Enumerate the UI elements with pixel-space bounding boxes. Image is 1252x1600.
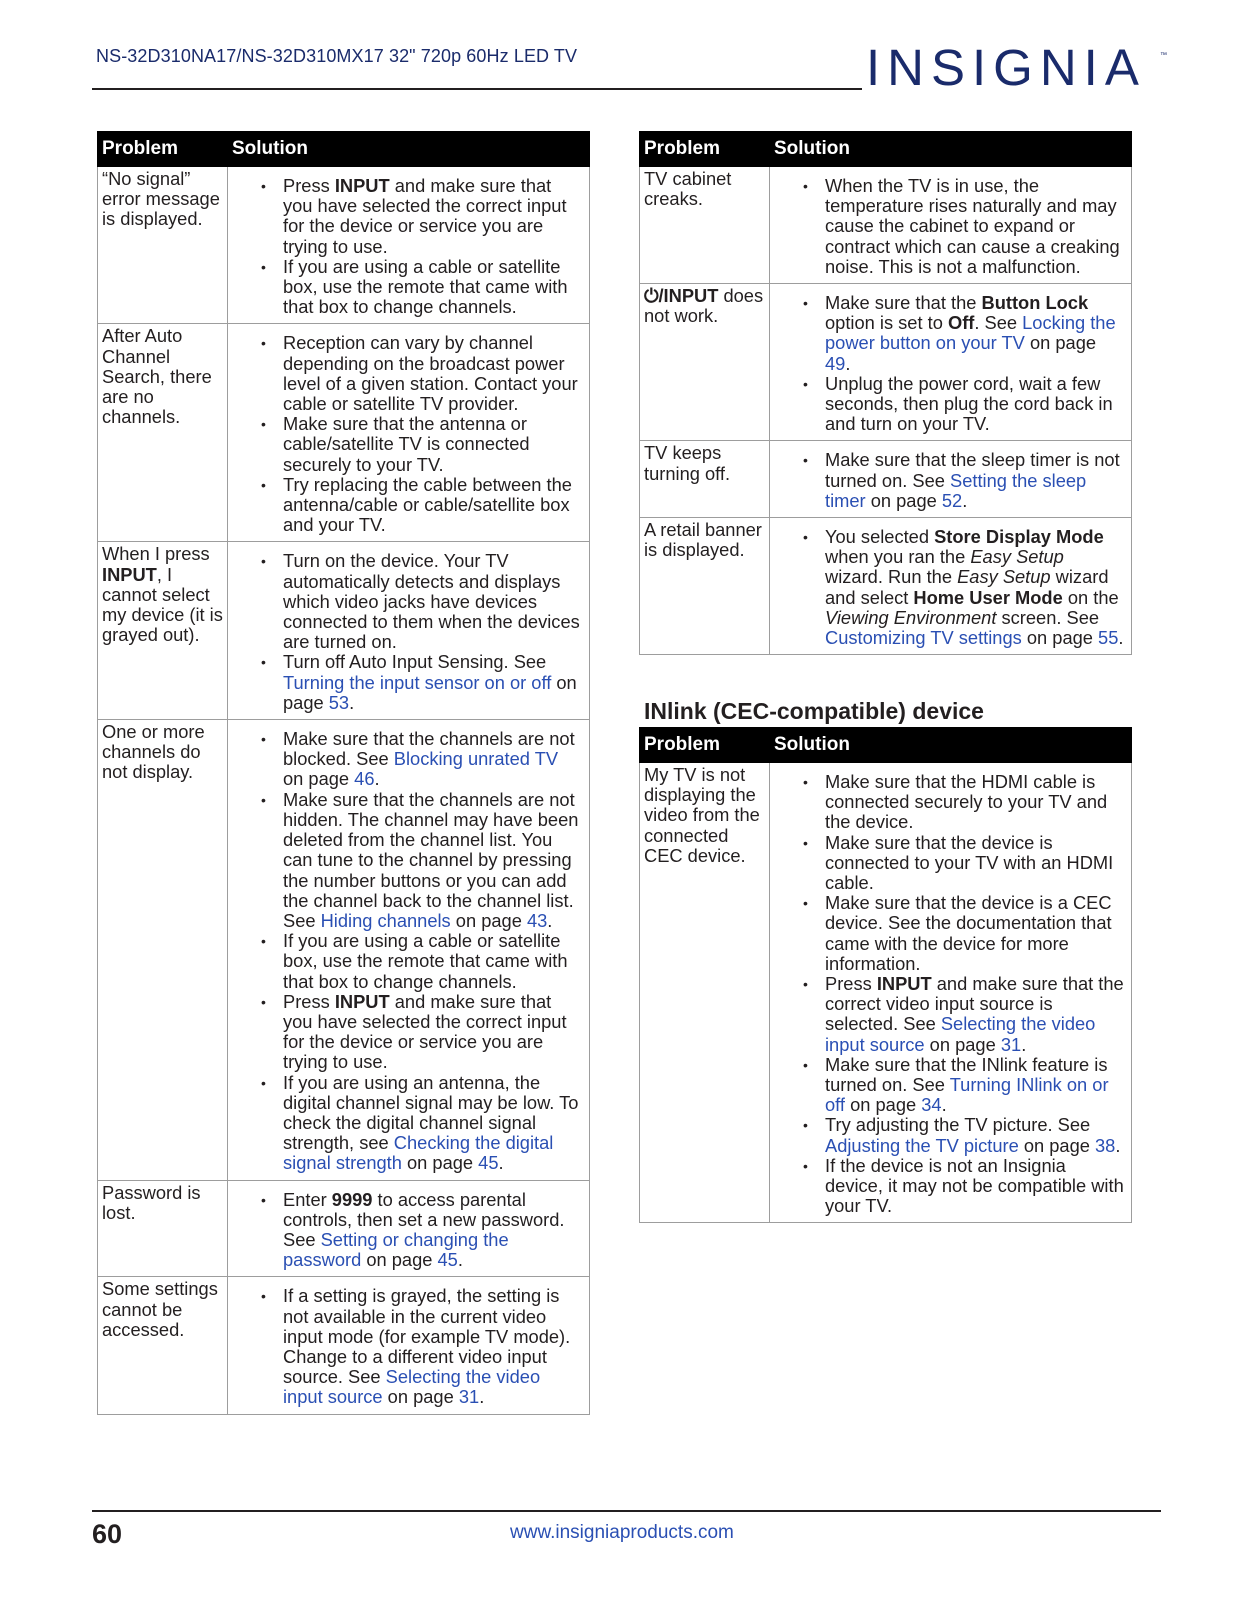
solution-item [774,1115,1125,1155]
solution-cell [228,1180,590,1277]
cross-reference-link[interactable]: 55 [1098,627,1119,649]
text-run: on the [1062,586,1119,608]
solution-list [774,527,1125,648]
solution-column-header: Solution [228,132,590,167]
solution-item [774,974,1125,1055]
text-run: Make sure that the HDMI cable is connected securely to your TV and the device. [825,771,1108,833]
cross-reference-link[interactable]: Locking the power button on your TV [825,312,1116,354]
text-run: does not work. [644,285,764,327]
problem-cell: My TV is not displaying the video from the connected CEC device. [640,763,770,1223]
cross-reference-link[interactable]: Setting or changing the password [283,1228,509,1271]
problem-cell: A retail banner is displayed. [640,518,770,655]
bold-term: Off [947,312,975,334]
text-run: wizard. Run the [825,566,958,588]
text-run: Make sure that the device is connected to your TV with an HDMI cable. [825,831,1114,894]
cross-reference-link[interactable]: 45 [478,1152,499,1174]
text-run: . [962,489,968,511]
problem-cell [640,284,770,441]
table-row [640,284,1132,441]
text-run: Turn off Auto Input Sensing. See [283,651,547,673]
text-run: and make sure that the correct video input source is selected. See [825,973,1124,1035]
solution-cell [228,167,590,324]
text-run: Enter [283,1188,332,1210]
text-run: Make sure that the [825,292,982,314]
text-run: on page [283,671,577,713]
solution-item [774,527,1125,648]
text-run: . [349,691,355,713]
solution-item [232,414,583,475]
solution-item [232,257,583,318]
cross-reference-link[interactable]: Hiding channels [320,909,451,931]
solution-item [232,992,583,1073]
text-run: If you are using a cable or satellite box, use the remote that came with that box to change channels. [283,255,568,318]
cross-reference-link[interactable]: Selecting the video input source [283,1366,541,1408]
text-run: Make sure that the antenna or cable/satellite TV is connected securely to your TV. [283,413,530,475]
solution-list [232,551,583,713]
problem-cell: After Auto Channel Search, there are no channels. [98,324,228,542]
text-run: Press [283,990,335,1012]
solution-item [774,772,1125,833]
text-run: If a setting is grayed, the setting is not available in the current video input mode (for example TV mode). Change to a different video input source. See [283,1285,571,1388]
text-run: . [1021,1033,1027,1055]
text-run: on page [450,909,527,931]
bold-term: INPUT [334,175,390,196]
cross-reference-link[interactable]: 45 [437,1249,458,1271]
cross-reference-link[interactable]: Adjusting the TV picture [825,1134,1019,1156]
solution-item [774,893,1125,974]
text-run: on page [1021,627,1099,649]
text-run: . [1115,1134,1121,1156]
solution-item [232,551,583,652]
bold-term: INPUT [334,990,390,1012]
solution-column-header: Solution [770,728,1132,763]
problem-cell [98,542,228,720]
cross-reference-link[interactable]: Customizing TV settings [825,627,1022,649]
solution-item [232,333,583,414]
solution-column-header: Solution [770,132,1132,167]
solution-item [774,1055,1125,1116]
italic-term: Easy Setup [970,546,1064,568]
table-row [98,542,590,720]
text-run: on page [1018,1134,1096,1156]
text-run: When the TV is in use, the temperature rises naturally and may cause the cabinet to expand or contract which can cause a creaking noise. This is not a malfunction. [825,175,1120,277]
text-run: on page [924,1033,1001,1055]
problem-cell: One or more channels do not display. [98,720,228,1180]
cross-reference-link[interactable]: 38 [1095,1134,1116,1156]
text-run: . See [974,312,1023,334]
solution-list [232,729,583,1173]
italic-term: Viewing Environment [825,606,997,628]
solution-item [774,176,1125,277]
bold-term: ⏻/INPUT [644,285,719,307]
text-run: . [547,909,553,931]
text-run: on page [283,768,355,790]
cross-reference-link[interactable]: 46 [354,768,375,790]
problem-cell: TV keeps turning off. [640,441,770,518]
page-number: 60 [92,1519,123,1549]
logo-trademark: ™ [1160,52,1167,59]
bold-term: INPUT [876,973,932,995]
cross-reference-link[interactable]: 53 [328,691,350,713]
solution-list [774,293,1125,434]
solution-item [232,176,583,257]
text-run: . [845,352,851,374]
text-run: Reception can vary by channel depending on the broadcast power level of a given station. Contact your cable or satellite TV provider. [283,332,578,415]
problem-cell: Some settings cannot be accessed. [98,1277,228,1414]
table-row [640,167,1132,284]
solution-item [774,833,1125,894]
cross-reference-link[interactable]: Blocking unrated TV [393,748,559,770]
problem-column-header: Problem [98,132,228,167]
document-model-title: NS-32D310NA17/NS-32D310MX17 32" 720p 60Hz LED TV [96,46,578,66]
text-run: Try replacing the cable between the antenna/cable or cable/satellite box and your TV. [283,473,572,536]
bold-term: Home User Mode [913,586,1063,608]
text-run: on page [361,1249,438,1271]
cross-reference-link[interactable]: Setting the sleep timer [825,469,1087,511]
website-link[interactable]: www.insigniaproducts.com [510,1522,734,1543]
cross-reference-link[interactable]: 34 [921,1094,942,1116]
table-row [98,1180,590,1277]
table-row [98,167,590,324]
cross-reference-link[interactable]: 43 [526,909,548,931]
solution-cell [770,441,1132,518]
solution-cell [228,720,590,1180]
solution-cell [770,763,1132,1223]
solution-item [232,729,583,790]
insignia-logo: INSIGNIA [866,39,1146,96]
footer-rule [92,1510,1161,1512]
bold-term: Button Lock [981,292,1089,314]
solution-list [232,1190,583,1271]
cross-reference-link[interactable]: 31 [1000,1033,1022,1055]
italic-term: Easy Setup [957,566,1051,588]
text-run: Make sure that the device is a CEC device. See the documentation that came with the device for more information. [825,892,1112,974]
cross-reference-link[interactable]: Turning the input sensor on or off [283,671,552,693]
solution-list [774,176,1125,277]
table-row [98,1277,590,1414]
solution-item [774,374,1125,435]
bold-term: Store Display Mode [934,526,1104,548]
solution-item [232,931,583,992]
solution-cell [770,518,1132,655]
text-run: . [479,1386,485,1408]
text-run: If the device is not an Insignia device, it may not be compatible with your TV. [825,1154,1124,1217]
solution-item [774,1156,1125,1217]
solution-cell [228,542,590,720]
solution-item [232,1190,583,1271]
text-run: Make sure that the channels are not hidden. The channel may have been deleted from the channel list. You can tune to the channel by pressing the number buttons or you can add the channel back to the channel list. See [283,788,579,931]
solution-cell [228,324,590,542]
text-run: on page [401,1152,479,1174]
solution-item [232,790,583,931]
text-run: Make sure that the channels are not blocked. See [283,728,575,770]
right-troubleshooting-table [639,131,1132,655]
bold-term: INPUT [102,563,157,585]
solution-list [232,176,583,317]
text-run: and make sure that you have selected the correct input for the device or service you are trying to use. [283,990,567,1073]
text-run: on page [382,1386,459,1408]
cross-reference-link[interactable]: Turning INlink on or off [825,1074,1109,1116]
solution-item [232,475,583,536]
solution-item [232,1073,583,1174]
text-run: on page [845,1094,922,1116]
text-run: Turn on the device. Your TV automatically detects and displays which video jacks have devices connected to them when the devices are turned on. [283,550,580,653]
section-heading-inlink: INlink (CEC-compatible) device [644,698,984,724]
text-run: . [374,768,380,790]
text-run: . [457,1249,463,1271]
cross-reference-link[interactable]: Selecting the video input source [825,1013,1096,1055]
text-run: Press [825,973,877,995]
text-run: to access parental controls, then set a new password. See [283,1188,565,1250]
solution-item [774,293,1125,374]
problem-column-header: Problem [640,132,770,167]
solution-cell [228,1277,590,1414]
text-run: on page [1024,332,1097,354]
text-run: Make sure that the INlink feature is turned on. See [825,1053,1108,1096]
table-row [640,441,1132,518]
problem-cell: TV cabinet creaks. [640,167,770,284]
table-row [640,518,1132,655]
solution-item [232,652,583,713]
cross-reference-link[interactable]: Checking the digital signal strength [283,1132,554,1174]
text-run: . [498,1152,504,1174]
text-run: If you are using an antenna, the digital channel signal may be low. To check the digital channel signal strength, see [283,1071,579,1154]
solution-item [774,450,1125,511]
text-run: . [941,1094,947,1116]
cross-reference-link[interactable]: 31 [458,1386,480,1408]
text-run: If you are using a cable or satellite box, use the remote that came with that box to change channels. [283,930,568,992]
problem-cell: Password is lost. [98,1180,228,1277]
text-run: when you ran the [825,546,971,568]
table-row [98,324,590,542]
table-row [98,720,590,1180]
problem-column-header: Problem [640,728,770,763]
text-run: wizard and select [825,566,1109,608]
solution-list [232,333,583,535]
text-run: When I press [102,543,210,565]
left-troubleshooting-table [97,131,590,1415]
text-run: and make sure that you have selected the correct input for the device or service you are trying to use. [283,175,567,257]
cross-reference-link[interactable]: 49 [825,352,846,374]
text-run: . [1118,627,1124,649]
solution-list [232,1286,583,1407]
inlink-troubleshooting-table [639,727,1132,1223]
text-run: on page [865,489,942,511]
text-run: option is set to [825,312,948,334]
solution-list [774,772,1125,1216]
text-run: Press [283,175,335,196]
solution-item [232,1286,583,1407]
header-rule [92,88,862,90]
text-run: Try adjusting the TV picture. See [825,1114,1091,1136]
text-run: Unplug the power cord, wait a few seconds, then plug the cord back in and turn on your TV. [825,372,1113,435]
solution-cell [770,167,1132,284]
text-run: screen. See [996,606,1100,628]
solution-list [774,450,1125,511]
text-run: , I cannot select my device (it is grayed out). [102,563,223,646]
solution-cell [770,284,1132,441]
problem-cell: “No signal” error message is displayed. [98,167,228,324]
table-row [640,763,1132,1223]
text-run: You selected [825,526,935,548]
text-run: Make sure that the sleep timer is not turned on. See [825,449,1120,491]
cross-reference-link[interactable]: 52 [941,489,963,511]
bold-term: 9999 [331,1188,373,1210]
